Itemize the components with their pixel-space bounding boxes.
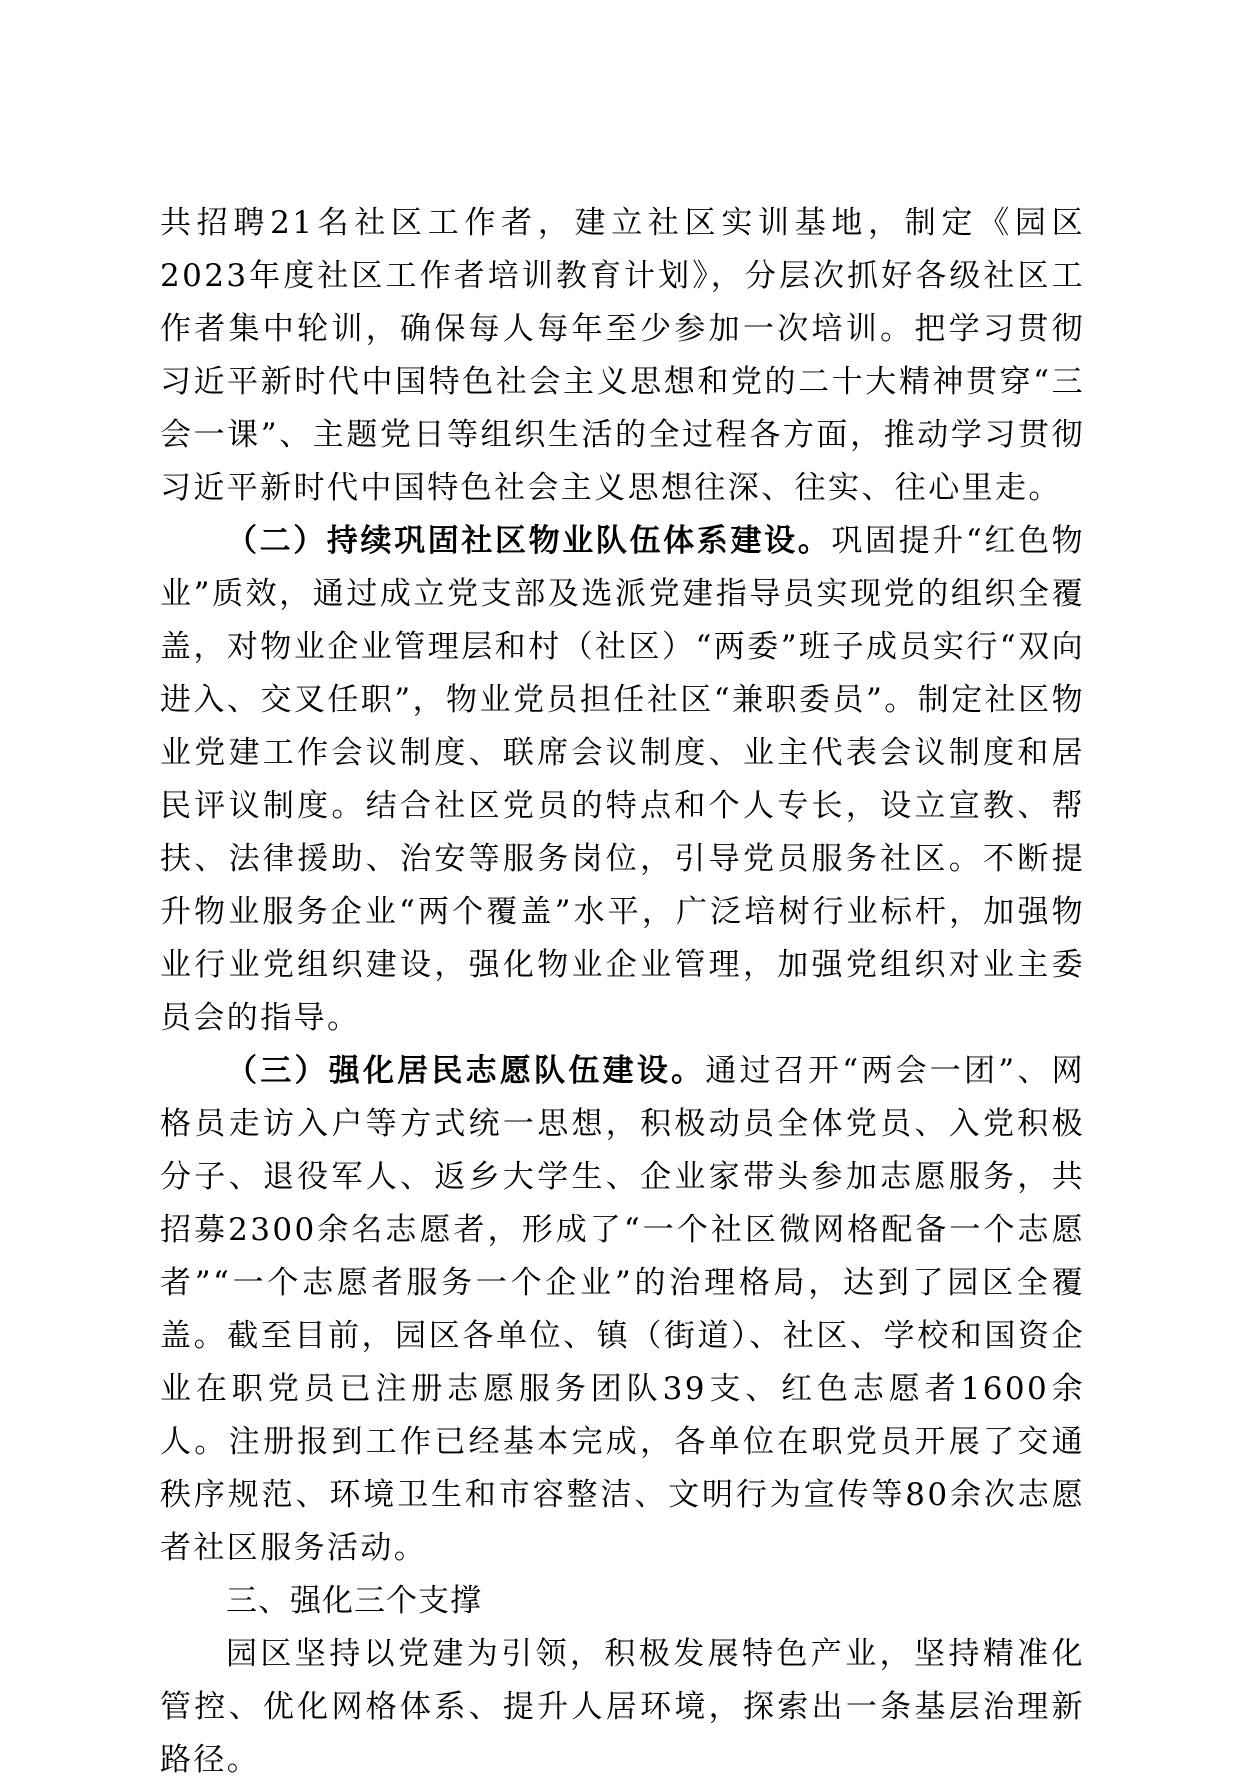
paragraph-recruitment: 共招聘21名社区工作者，建立社区实训基地，制定《园区2023年度社区工作者培训教育计划》，分层次抓好各级社区工作者集中轮训，确保每人每年至少参加一次培训。把学习贯彻习近平新时代中国特色社会主义思想和党的二十大精神贯穿“三会一课”、主题党日等组织生活的全过程各方面，推动学习贯彻习近平新时代中国特色社会主义思想往深、往实、往心里走。	[160, 205, 1085, 506]
paragraph-volunteer-team	[160, 1045, 1085, 1575]
paragraph-closing: 园区坚持以党建为引领，积极发展特色产业，坚持精准化管控、优化网格体系、提升人居环境，探索出一条基层治理新路径。	[160, 1636, 1085, 1778]
section-3-body: 通过召开“两会一团”、网格员走访入户等方式统一思想，积极动员全体党员、入党积极分子、退役军人、返乡大学生、企业家带头参加志愿服务，共招募2300余名志愿者，形成了“一个社区微网格配备一个志愿者”“一个志愿者服务一个企业”的治理格局，达到了园区全覆盖。截至目前，园区各单位、镇（街道）、社区、学校和国资企业在职党员已注册志愿服务团队39支、红色志愿者1600余人。注册报到工作已经基本完成，各单位在职党员开展了交通秩序规范、环境卫生和市容整洁、文明行为宣传等80余次志愿者社区服务活动。	[160, 1053, 1085, 1566]
document-page	[160, 197, 1085, 1787]
section-2-title: （二）持续巩固社区物业队伍体系建设。	[226, 523, 832, 559]
heading-three-supports: 三、强化三个支撑	[226, 1583, 482, 1619]
section-3-title: （三）强化居民志愿队伍建设。	[226, 1053, 706, 1089]
section-2-body: 巩固提升“红色物业”质效，通过成立党支部及选派党建指导员实现党的组织全覆盖，对物业企业管理层和村（社区）“两委”班子成员实行“双向进入、交叉任职”，物业党员担任社区“兼职委员”。制定社区物业党建工作会议制度、联席会议制度、业主代表会议制度和居民评议制度。结合社区党员的特点和个人专长，设立宣教、帮扶、法律援助、治安等服务岗位，引导党员服务社区。不断提升物业服务企业“两个覆盖”水平，广泛培树行业标杆，加强物业行业党组织建设，强化物业企业管理，加强党组织对业主委员会的指导。	[160, 523, 1085, 1036]
paragraph-property-team	[160, 515, 1085, 1045]
